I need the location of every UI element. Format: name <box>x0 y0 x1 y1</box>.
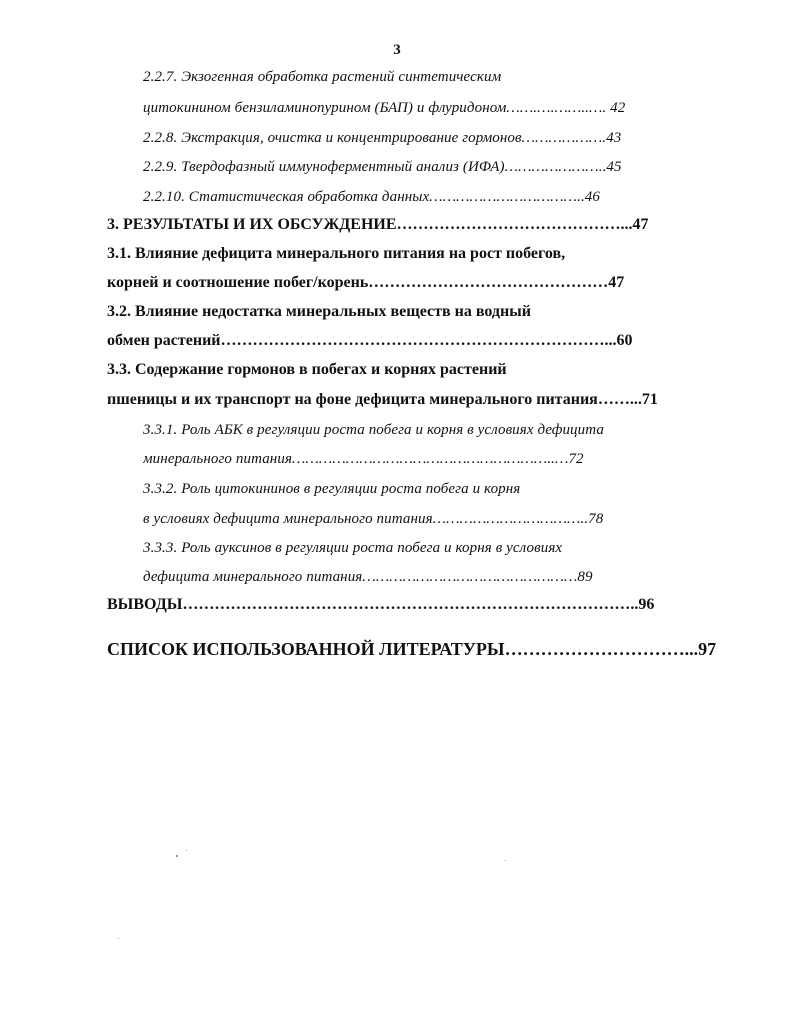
toc-section: корней и соотношение побег/корень………………………………………47 <box>107 274 625 291</box>
scan-speck <box>176 855 178 857</box>
scan-speck <box>186 850 187 851</box>
toc-line: минерального питания…………………………………………………..…72 <box>143 451 584 467</box>
toc-line: в условиях дефицита минерального питания……………………………..78 <box>143 511 604 527</box>
toc-line: цитокинином бензиламинопурином (БАП) и флуридоном…….….……..…. 42 <box>143 100 626 116</box>
toc-section: 3.2. Влияние недостатка минеральных веществ на водный <box>107 303 531 320</box>
toc-section: 3. РЕЗУЛЬТАТЫ И ИХ ОБСУЖДЕНИЕ……………………………………...47 <box>107 216 649 233</box>
toc-line: 2.2.9. Твердофазный иммуноферментный анализ (ИФА)…………………..45 <box>143 159 622 175</box>
toc-line: 3.3.2. Роль цитокининов в регуляции роста побега и корня <box>143 481 521 497</box>
toc-line: 2.2.8. Экстракция, очистка и концентрирование гормонов……………….43 <box>143 130 622 146</box>
toc-line: 3.3.3. Роль ауксинов в регуляции роста побега и корня в условиях <box>143 540 563 556</box>
toc-section: 3.3. Содержание гормонов в побегах и корнях растений <box>107 361 507 378</box>
toc-section: ВЫВОДЫ…………………………………………………………………………..96 <box>107 596 655 613</box>
toc-section: 3.1. Влияние дефицита минерального питания на рост побегов, <box>107 245 566 262</box>
toc-line: 2.2.7. Экзогенная обработка растений синтетическим <box>143 69 502 85</box>
toc-line: дефицита минерального питания…………………………………………89 <box>143 569 593 585</box>
page-number: 3 <box>393 42 401 58</box>
toc-section: обмен растений………………………………………………………………...60 <box>107 332 633 349</box>
toc-line: 2.2.10. Статистическая обработка данных……………………………..46 <box>143 189 601 205</box>
scan-speck <box>505 860 506 861</box>
toc-section: пшеницы и их транспорт на фоне дефицита минерального питания……...71 <box>107 391 658 408</box>
toc-section: СПИСОК ИСПОЛЬЗОВАННОЙ ЛИТЕРАТУРЫ…………………………...97 <box>107 639 717 659</box>
toc-line: 3.3.1. Роль АБК в регуляции роста побега и корня в условиях дефицита <box>143 422 604 438</box>
scan-speck <box>118 938 119 939</box>
